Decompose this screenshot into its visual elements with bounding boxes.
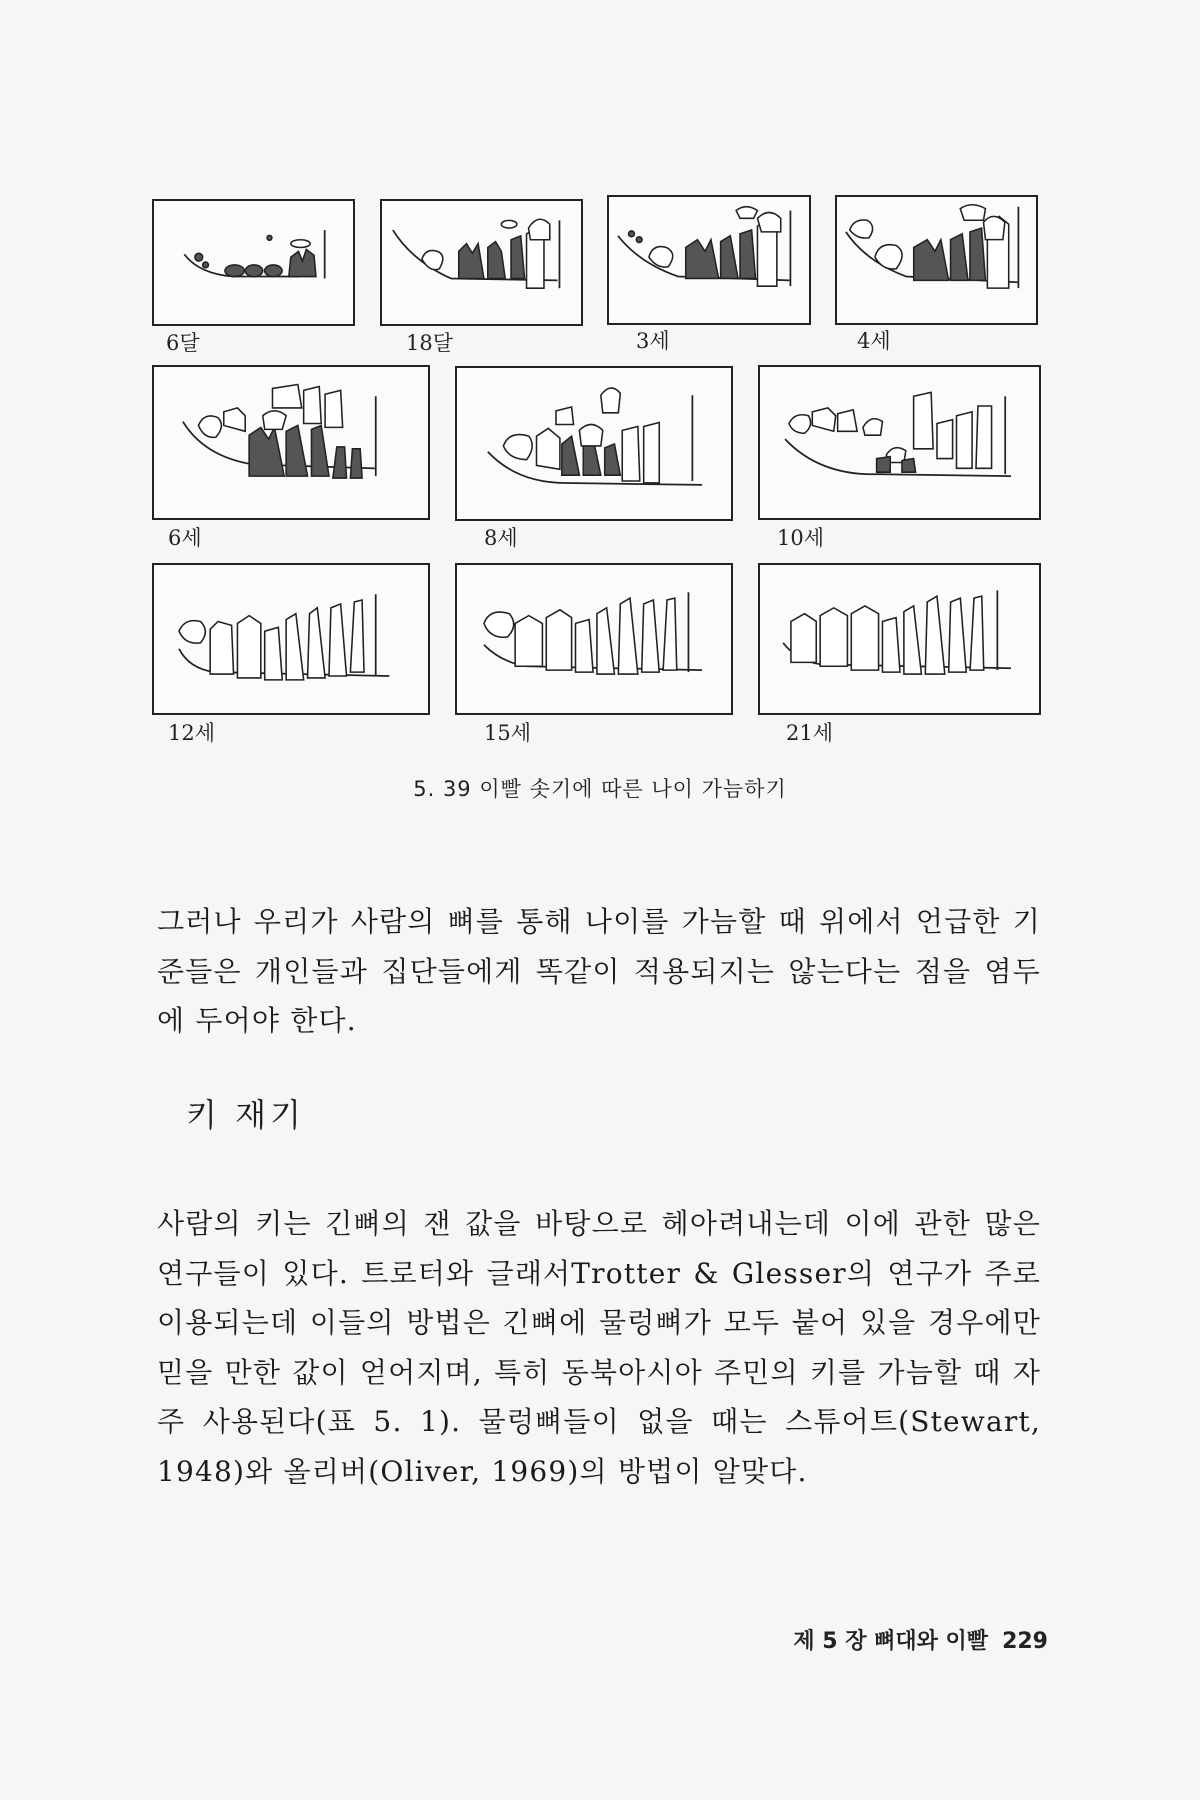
dental-drawing xyxy=(154,367,428,518)
page-footer xyxy=(779,1624,1048,1655)
body-paragraph-2: 사람의 키는 긴뼈의 잰 값을 바탕으로 헤아려내는데 이에 관한 많은 연구들이 있다. 트로터와 글래서Trotter & Glesser의 연구가 주로 이용되는데 이들의 방법은 긴뼈에 물렁뼈가 모두 붙어 있을 경우에만 믿을 만한 값이 얻어지며, 특히 동북아시아 주민의 키를 가늠할 때 자주 사용된다(표 5. 1). 물렁뼈들이 없을 때는 스튜어트(Stewart, 1948)와 올리버(Oliver, 1969)의 방법이 알맞다. xyxy=(157,1207,1041,1488)
dental-drawing xyxy=(382,201,581,324)
panel-age-label: 12세 xyxy=(168,721,216,745)
chapter-title: 제 5 장 뼈대와 이빨 xyxy=(793,1629,989,1654)
panel-age-label: 6세 xyxy=(168,526,202,550)
panel-age-label: 15세 xyxy=(484,721,532,745)
panel-age-label: 4세 xyxy=(857,329,891,353)
dental-drawing xyxy=(457,368,731,519)
panel-age-label: 6달 xyxy=(166,331,200,355)
dental-panel-10-years xyxy=(758,365,1041,520)
dental-panel-4-years xyxy=(835,195,1038,325)
panel-age-label: 8세 xyxy=(484,526,518,550)
page-number: 229 xyxy=(1002,1629,1048,1654)
panel-age-label: 10세 xyxy=(777,526,825,550)
dental-panel-6-months xyxy=(152,199,355,326)
dental-panel-18-months xyxy=(380,199,583,326)
dental-drawing xyxy=(457,565,731,713)
dental-drawing xyxy=(154,565,428,713)
dental-drawing xyxy=(760,367,1039,518)
dental-panel-12-years xyxy=(152,563,430,715)
dental-panel-6-years xyxy=(152,365,430,520)
dental-drawing xyxy=(760,565,1039,713)
panel-age-label: 18달 xyxy=(406,331,454,355)
dental-drawing xyxy=(154,201,353,324)
dental-panel-15-years xyxy=(455,563,733,715)
dental-drawing xyxy=(609,197,809,323)
dental-panel-8-years xyxy=(455,366,733,521)
dental-drawing xyxy=(837,197,1036,323)
panel-age-label: 3세 xyxy=(636,329,670,353)
dental-panel-3-years xyxy=(607,195,811,325)
dental-panel-21-years xyxy=(758,563,1041,715)
figure-caption: 5. 39 이빨 솟기에 따른 나이 가늠하기 xyxy=(413,777,787,801)
body-paragraph-1: 그러나 우리가 사람의 뼈를 통해 나이를 가늠할 때 위에서 언급한 기준들은 개인들과 집단들에게 똑같이 적용되지는 않는다는 점을 염두에 두어야 한다. xyxy=(157,905,1041,1037)
section-heading: 키 재기 xyxy=(186,1096,305,1134)
panel-age-label: 21세 xyxy=(786,721,834,745)
